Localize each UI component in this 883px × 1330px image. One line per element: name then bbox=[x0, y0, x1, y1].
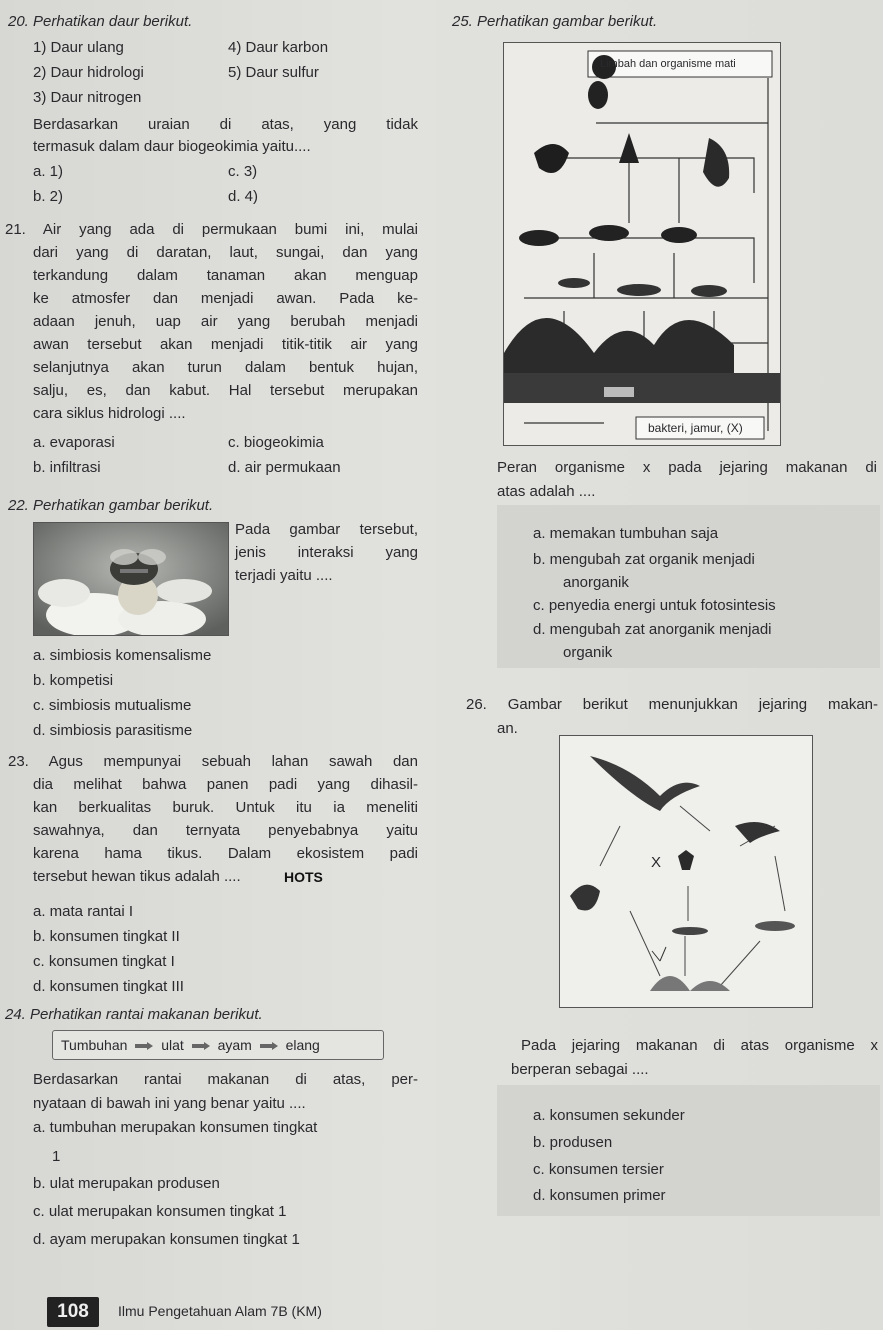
diagram-bottom-label: bakteri, jamur, (X) bbox=[648, 421, 743, 435]
q21-option-b: b. infiltrasi bbox=[33, 459, 101, 476]
q26-option-a: a. konsumen sekunder bbox=[533, 1107, 685, 1124]
q21-option-d: d. air permukaan bbox=[228, 459, 341, 476]
q21-line: dari yang di daratan, laut, sungai, dan yang bbox=[33, 244, 418, 261]
arrow-icon bbox=[192, 1042, 210, 1050]
q21-option-a: a. evaporasi bbox=[33, 434, 115, 451]
chain-elang: elang bbox=[285, 1037, 320, 1053]
q21-line: 21. Air yang ada di permukaan bumi ini, mulai bbox=[5, 221, 418, 238]
q22-option-d: d. simbiosis parasitisme bbox=[33, 722, 193, 739]
q21-line: cara siklus hidrologi .... bbox=[33, 405, 186, 422]
chain-ayam: ayam bbox=[217, 1037, 252, 1053]
arrow-icon bbox=[260, 1042, 278, 1050]
q25-option-d: d. mengubah zat anorganik menjadi bbox=[533, 621, 772, 638]
q20-option-c: c. 3) bbox=[228, 163, 258, 180]
q22-desc: jenis interaksi yang bbox=[235, 544, 418, 561]
q22-stem: 22. Perhatikan gambar berikut. bbox=[8, 497, 214, 514]
q23-line: dia melihat bahwa panen padi yang dihasil- bbox=[33, 776, 418, 793]
q20-option-d: d. 4) bbox=[228, 188, 259, 205]
q24-option-a-cont: 1 bbox=[52, 1148, 61, 1165]
diagram-top-label: Limbah dan organisme mati bbox=[600, 58, 736, 70]
decomposer-food-web-diagram bbox=[503, 42, 781, 446]
q23-line: kan berkualitas buruk. Untuk itu ia meneliti bbox=[33, 799, 418, 816]
q20-stem: 20. Perhatikan daur berikut. bbox=[8, 13, 193, 30]
q24-option-c: c. ulat merupakan konsumen tingkat 1 bbox=[33, 1203, 287, 1220]
q23-line: sawahnya, dan ternyata penyebabnya yaitu bbox=[33, 822, 418, 839]
q21-line: salju, es, dan kabut. Hal tersebut merupakan bbox=[33, 382, 418, 399]
q21-line: awan tersebut akan menjadi titik-titik air yang bbox=[33, 336, 418, 353]
q25-option-a: a. memakan tumbuhan saja bbox=[533, 525, 719, 542]
q25-question: atas adalah .... bbox=[497, 483, 596, 500]
q20-option-a: a. 1) bbox=[33, 163, 64, 180]
q25-option-b: b. mengubah zat organik menjadi bbox=[533, 551, 755, 568]
q26-option-c: c. konsumen tersier bbox=[533, 1161, 664, 1178]
q24-text: Berdasarkan rantai makanan di atas, per- bbox=[33, 1071, 418, 1088]
q26-stem: an. bbox=[497, 720, 518, 737]
q26-question: Pada jejaring makanan di atas organisme x bbox=[521, 1037, 878, 1054]
arrow-icon bbox=[135, 1042, 153, 1050]
q25-question: Peran organisme x pada jejaring makanan di bbox=[497, 459, 877, 476]
food-chain bbox=[61, 1035, 320, 1055]
q20-item: 2) Daur hidrologi bbox=[33, 64, 144, 81]
q25-option-c: c. penyedia energi untuk fotosintesis bbox=[533, 597, 776, 614]
q26-option-d: d. konsumen primer bbox=[533, 1187, 666, 1204]
q20-text: Berdasarkan uraian di atas, yang tidak bbox=[33, 116, 418, 133]
chain-ulat: ulat bbox=[161, 1037, 184, 1053]
q22-option-b: b. kompetisi bbox=[33, 672, 114, 689]
food-chain-box bbox=[52, 1030, 384, 1060]
q23-option-c: c. konsumen tingkat I bbox=[33, 953, 175, 970]
q21-line: ke atmosfer dan menjadi awan. Pada ke- bbox=[33, 290, 418, 307]
q21-line: terkandung dalam tanaman akan menguap bbox=[33, 267, 418, 284]
q20-text: termasuk dalam daur biogeokimia yaitu.... bbox=[33, 138, 311, 155]
q23-line: karena hama tikus. Dalam ekosistem padi bbox=[33, 845, 418, 862]
chain-tumbuhan: Tumbuhan bbox=[61, 1037, 128, 1053]
q24-option-a: a. tumbuhan merupakan konsumen tingkat bbox=[33, 1119, 318, 1136]
organism-x-label: X bbox=[651, 854, 662, 871]
q24-stem: 24. Perhatikan rantai makanan berikut. bbox=[5, 1006, 263, 1023]
q23-line: 23. Agus mempunyai sebuah lahan sawah dan bbox=[8, 753, 418, 770]
q25-option-b-cont: anorganik bbox=[563, 574, 629, 591]
q22-desc: Pada gambar tersebut, bbox=[235, 521, 418, 538]
q21-line: selanjutnya akan turun dalam bentuk hujan, bbox=[33, 359, 418, 376]
q20-item: 4) Daur karbon bbox=[228, 39, 329, 56]
q22-desc: terjadi yaitu .... bbox=[235, 567, 333, 584]
q23-option-a: a. mata rantai I bbox=[33, 903, 134, 920]
q26-option-b: b. produsen bbox=[533, 1134, 613, 1151]
q26-stem: 26. Gambar berikut menunjukkan jejaring makan- bbox=[466, 696, 878, 713]
q26-question: berperan sebagai .... bbox=[511, 1061, 649, 1078]
q24-text: nyataan di bawah ini yang benar yaitu .... bbox=[33, 1095, 306, 1112]
q25-stem: 25. Perhatikan gambar berikut. bbox=[452, 13, 658, 30]
q21-option-c: c. biogeokimia bbox=[228, 434, 324, 451]
book-title: Ilmu Pengetahuan Alam 7B (KM) bbox=[118, 1303, 322, 1319]
q21-line: adaan jenuh, uap air yang berubah menjadi bbox=[33, 313, 418, 330]
bee-on-flower-photo bbox=[33, 522, 229, 636]
q23-line: tersebut hewan tikus adalah .... bbox=[33, 868, 241, 885]
q20-option-b: b. 2) bbox=[33, 188, 64, 205]
q20-item: 1) Daur ulang bbox=[33, 39, 124, 56]
page-number: 108 bbox=[47, 1297, 99, 1327]
q22-option-c: c. simbiosis mutualisme bbox=[33, 697, 192, 714]
hots-badge: HOTS bbox=[284, 869, 323, 885]
q25-option-d-cont: organik bbox=[563, 644, 613, 661]
q23-option-b: b. konsumen tingkat II bbox=[33, 928, 180, 945]
q20-item: 5) Daur sulfur bbox=[228, 64, 319, 81]
food-web-diagram bbox=[559, 735, 813, 1008]
q24-option-d: d. ayam merupakan konsumen tingkat 1 bbox=[33, 1231, 300, 1248]
q20-item: 3) Daur nitrogen bbox=[33, 89, 142, 106]
q23-option-d: d. konsumen tingkat III bbox=[33, 978, 184, 995]
q24-option-b: b. ulat merupakan produsen bbox=[33, 1175, 220, 1192]
q22-option-a: a. simbiosis komensalisme bbox=[33, 647, 212, 664]
